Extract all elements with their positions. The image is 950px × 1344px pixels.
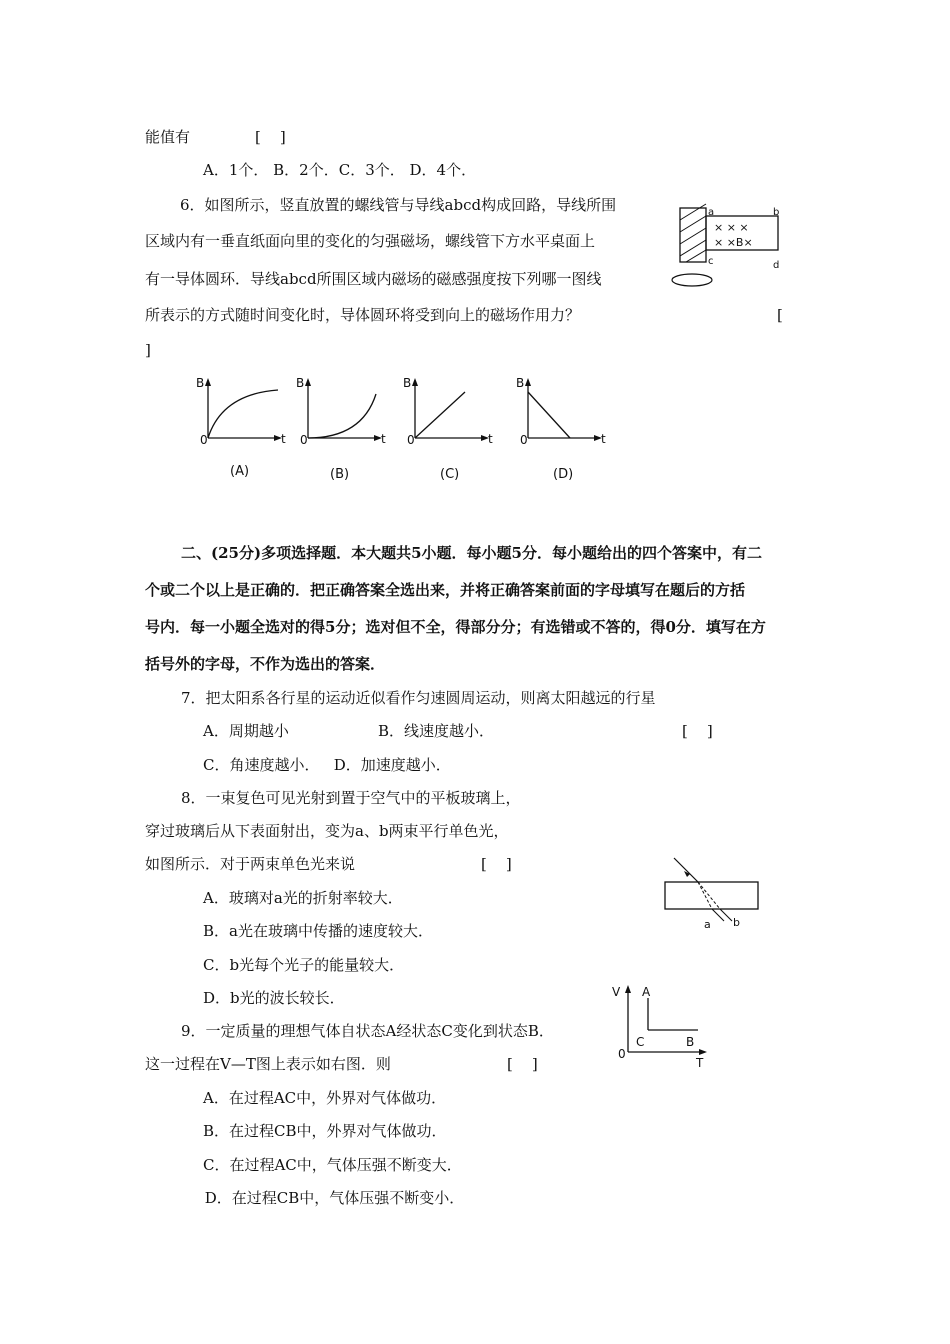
section2-line-3: 号内．每一小题全选对的得5分；选对但不全，得部分分；有选错或不答的，得0分．填写在方: [145, 618, 766, 636]
q8-option-a: A．玻璃对a光的折射率较大．: [203, 889, 403, 907]
glass-slab: [665, 882, 758, 909]
q5-answer-bracket: [ ]: [255, 128, 286, 146]
graph-d: [516, 372, 606, 447]
q9-option-b: B．在过程CB中，外界对气体做功．: [203, 1122, 447, 1140]
field-cross-row-2: × ×B×: [714, 236, 753, 249]
q6-bracket-open: [: [777, 306, 783, 324]
graph-d-origin: 0: [520, 433, 528, 447]
graph-a-origin: 0: [200, 433, 208, 447]
ray-a-label: a: [704, 918, 711, 931]
graph-c: [403, 372, 493, 447]
q9-vt-figure: [610, 980, 720, 1070]
q7-option-b: B．线速度越小．: [378, 722, 495, 740]
ray-b-label: b: [733, 916, 740, 929]
graph-b-axis-y: B: [296, 376, 305, 390]
axis-t-label: T: [696, 1056, 704, 1070]
q5-stem-tail: 能值有: [145, 128, 191, 146]
q7-answer-bracket: [ ]: [682, 722, 713, 740]
q8-glass-figure: [660, 852, 770, 942]
q7-options-cd: C．角速度越小． D．加速度越小．: [203, 756, 451, 774]
graph-c-origin: 0: [407, 433, 415, 447]
conducting-ring: [672, 274, 712, 286]
graph-a-axis-x: t: [281, 432, 286, 446]
graph-b-axis-x: t: [381, 432, 386, 446]
q5-options: A．1个． B．2个．C．3个． D．4个．: [203, 161, 477, 179]
q8-line-1: 8．一束复色可见光射到置于空气中的平板玻璃上，: [181, 789, 521, 807]
graph-d-axis-x: t: [601, 432, 606, 446]
q9-line-1: 9．一定质量的理想气体自状态A经状态C变化到状态B．: [181, 1022, 554, 1040]
section2-line-1: 二、(25分)多项选择题．本大题共5小题．每小题5分．每小题给出的四个答案中，有二: [181, 544, 762, 562]
point-c-label: C: [636, 1035, 645, 1049]
q6-line-4: 所表示的方式随时间变化时，导体圆环将受到向上的磁场作用力？: [145, 306, 581, 324]
q8-option-d: D．b光的波长较长．: [203, 989, 345, 1007]
q9-option-c: C．在过程AC中，气体压强不断变大．: [203, 1156, 462, 1174]
point-a-label: A: [642, 985, 651, 999]
graph-d-axis-y: B: [516, 376, 525, 390]
q7-stem: 7．把太阳系各行星的运动近似看作匀速圆周运动，则离太阳越远的行星: [181, 689, 656, 707]
section2-line-4: 括号外的字母，不作为选出的答案．: [145, 655, 386, 673]
graph-c-label: (C): [440, 467, 460, 482]
q9-option-d: D．在过程CB中，气体压强不断变小．: [200, 1189, 465, 1207]
corner-d-label: d: [773, 260, 780, 271]
q6-line-1: 6．如图所示，竖直放置的螺线管与导线abcd构成回路，导线所围: [180, 196, 617, 214]
corner-a-label: a: [708, 207, 715, 218]
q8-line-3: 如图所示．对于两束单色光来说: [145, 855, 356, 873]
q8-option-b: B．a光在玻璃中传播的速度较大．: [203, 922, 433, 940]
origin-label: 0: [618, 1047, 626, 1061]
point-b-label: B: [686, 1035, 695, 1049]
q8-option-c: C．b光每个光子的能量较大．: [203, 956, 405, 974]
graph-a-axis-y: B: [196, 376, 205, 390]
section2-line-2: 个或二个以上是正确的．把正确答案全选出来，并将正确答案前面的字母填写在题后的方括: [145, 581, 746, 599]
graph-c-axis-y: B: [403, 376, 412, 390]
graph-c-axis-x: t: [488, 432, 493, 446]
graph-a-label: (A): [230, 464, 250, 479]
q9-option-a: A．在过程AC中，外界对气体做功．: [203, 1089, 447, 1107]
graph-b: [296, 372, 386, 447]
q9-answer-bracket: [ ]: [507, 1055, 538, 1073]
field-cross-row-1: × × ×: [714, 221, 749, 234]
q6-line-3: 有一导体圆环．导线abcd所围区域内磁场的磁感强度按下列哪一图线: [145, 270, 602, 288]
q8-answer-bracket: [ ]: [481, 855, 512, 873]
q6-line-2: 区域内有一垂直纸面向里的变化的匀强磁场，螺线管下方水平桌面上: [145, 232, 596, 250]
corner-c-label: c: [708, 256, 714, 267]
q9-line-2: 这一过程在V—T图上表示如右图．则: [145, 1055, 391, 1073]
q6-bracket-close: ]: [145, 341, 151, 359]
q6-solenoid-figure: [672, 200, 812, 290]
graph-b-origin: 0: [300, 433, 308, 447]
corner-b-label: b: [773, 207, 780, 218]
graph-d-label: (D): [553, 467, 574, 482]
graph-a: [196, 372, 286, 447]
axis-v-label: V: [612, 985, 621, 999]
q7-option-a: A．周期越小: [203, 722, 289, 740]
graph-b-label: (B): [330, 467, 350, 482]
q8-line-2: 穿过玻璃后从下表面射出，变为a、b两束平行单色光，: [145, 822, 509, 840]
